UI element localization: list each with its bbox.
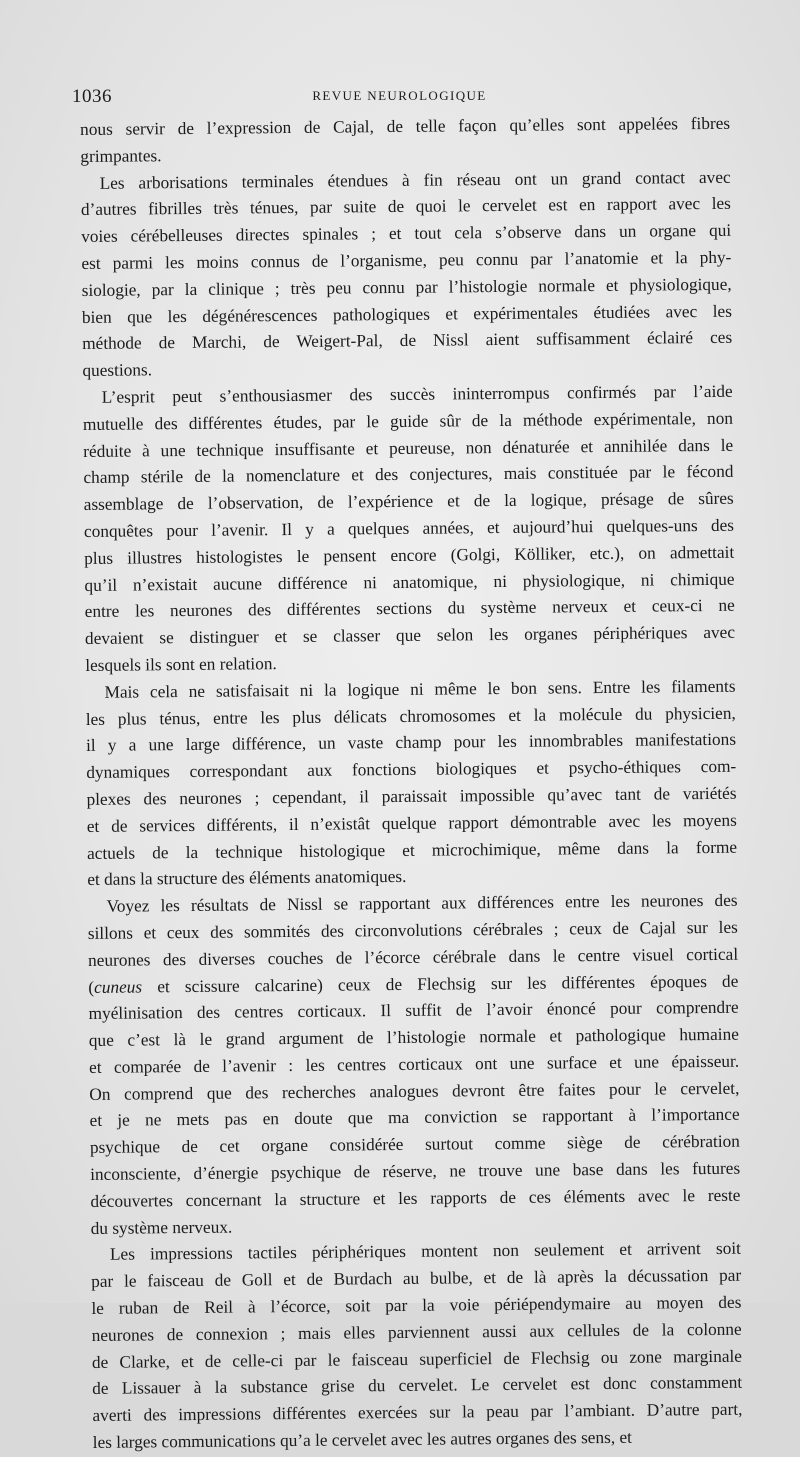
- text-line: découvertes concernant la structure et les rapports de ces éléments avec le reste: [90, 1185, 741, 1211]
- body-text: [80, 111, 743, 1457]
- text-line: plus illustres histologistes le pensent encore (Golgi, Kölliker, etc.), on admettait: [84, 542, 735, 568]
- running-head: REVUE NEUROLOGIQUE: [312, 88, 487, 103]
- text-line: entre les neurones des différentes sections du système nerveux et ceux-ci ne: [84, 596, 735, 622]
- text-line: et de services différents, il n’existât quelque rapport démontrable avec les moyens: [86, 810, 737, 836]
- text-line: sillons et ceux des sommités des circonvolutions cérébrales ; ceux de Cajal sur les: [87, 917, 738, 943]
- text-line: plexes des neurones ; cependant, il paraissait impossible qu’avec tant de variétés: [86, 783, 737, 809]
- text-line: du système nerveux.: [90, 1217, 233, 1238]
- paragraph: [87, 888, 740, 1243]
- text-line: dynamiques correspondant aux fonctions biologiques et psycho-éthiques com-: [86, 756, 737, 783]
- paragraph: [91, 1236, 743, 1457]
- paragraph: [83, 379, 736, 680]
- text-line: actuels de la technique histologique et microchimique, même dans la forme: [86, 837, 738, 863]
- text-line: nous servir de l’expression de Cajal, de telle façon qu’elles sont appelées fibres: [80, 113, 731, 139]
- text-line: qu’il n’existait aucune différence ni anatomique, ni physiologique, ni chimique: [84, 569, 735, 595]
- text-line: méthode de Marchi, de Weigert-Pal, de Nissl aient suffisamment éclairé ces: [82, 328, 733, 354]
- text-line: et dans la structure des éléments anatomiques.: [87, 867, 407, 890]
- page-number: 1036: [72, 86, 112, 107]
- paragraph: [80, 111, 730, 171]
- text-line: le ruban de Reil à l’écorce, soit par la voie périépendymaire au moyen des: [91, 1292, 742, 1319]
- text-line: (cuneus et scissure calcarine) ceux de Flechsig sur les différentes époques de: [88, 971, 739, 997]
- text-line: neurones de connexion ; mais elles parviennent aussi aux cellules de la colonne: [91, 1319, 742, 1345]
- text-line: Mais cela ne satisfaisait ni la logique ni même le bon sens. Entre les filaments: [104, 676, 736, 702]
- text-line: de Lissauer à la substance grise du cervelet. Le cervelet est donc constamment: [92, 1373, 743, 1399]
- text-line: Voyez les résultats de Nissl se rapportant aux différences entre les neurones des: [106, 890, 738, 916]
- text-line: est parmi les moins connus de l’organisme, peu connu par l’anatomie et la phy-: [81, 247, 732, 273]
- text-line: L’esprit peut s’enthousiasmer des succès ininterrompus confirmés par l’aide: [101, 381, 733, 407]
- text-line: On comprend que des recherches analogues devront être faites pour le cervelet,: [89, 1078, 740, 1104]
- text-line: myélinisation des centres corticaux. Il suffit de l’avoir énoncé pour comprendre: [88, 998, 739, 1024]
- text-line: et comparée de l’avenir : les centres corticaux ont une surface et une épaisseur.: [89, 1051, 740, 1077]
- text-line: grimpantes.: [80, 146, 162, 166]
- text-line: neurones des diverses couches de l’écorce cérébrale dans le centre visuel cortical: [88, 944, 739, 970]
- text-line: les larges communications qu’a le cervelet avec les autres organes des sens, et: [92, 1427, 633, 1452]
- text-line: par le faisceau de Goll et de Burdach au bulbe, et de là après la décussation par: [91, 1265, 742, 1292]
- text-line: conquêtes pour l’avenir. Il y a quelques années, et aujourd’hui quelques-uns des: [83, 515, 735, 541]
- text-line: de Clarke, et de celle-ci par le faisceau superficiel de Flechsig ou zone marginale: [91, 1346, 743, 1372]
- text-line: inconsciente, d’énergie psychique de réserve, ne trouve une base dans les futures: [90, 1158, 741, 1185]
- text-line: assemblage de l’observation, de l’expérience et de la logique, présage de sûres: [83, 488, 734, 515]
- text-line: devaient se distinguer et se classer que selon les organes périphériques avec: [84, 622, 736, 649]
- text-line: d’autres fibrilles très ténues, par suite de quoi le cervelet est en rapport avec les: [80, 194, 731, 220]
- text-line: mutuelle des différentes études, par le guide sûr de la méthode expérimentale, non: [82, 408, 734, 434]
- text-line: psychique de cet organe considérée surtout comme siège de cérébration: [89, 1131, 740, 1158]
- text-line: Les arborisations terminales étendues à fin réseau ont un grand contact avec: [99, 167, 731, 193]
- text-line: questions.: [82, 360, 153, 381]
- text-line: que c’est là le grand argument de l’histologie normale et pathologique humaine: [88, 1024, 739, 1051]
- text-line: il y a une large différence, un vaste champ pour les innombrables manifestations: [85, 730, 737, 756]
- text-line: siologie, par la clinique ; très peu connu par l’histologie normale et physiologique,: [81, 274, 732, 300]
- text-line: les plus ténus, entre les plus délicats chromosomes et la molécule du physicien,: [85, 703, 736, 729]
- text-line: lesquels ils sont en relation.: [85, 654, 277, 675]
- paragraph: [81, 164, 733, 385]
- text-line: Les impressions tactiles périphériques montent non seulement et arrivent soit: [109, 1239, 741, 1265]
- text-line: et je ne mets pas en doute que ma conviction se rapportant à l’importance: [89, 1105, 740, 1131]
- text-line: réduite à une technique insuffisante et peureuse, non dénaturée et annihilée dans le: [83, 435, 734, 461]
- text-line: champ stérile de la nomenclature et des conjectures, mais constituée par le fécond: [83, 462, 734, 488]
- text-line: averti des impressions différentes exercées sur la peau par l’ambiant. D’autre part,: [92, 1399, 743, 1426]
- text-line: voies cérébelleuses directes spinales ; et tout cela s’observe dans un organe qui: [81, 220, 732, 247]
- paragraph: [85, 673, 737, 894]
- text-line: bien que les dégénérescences pathologiques et expérimentales étudiées avec les: [81, 301, 732, 327]
